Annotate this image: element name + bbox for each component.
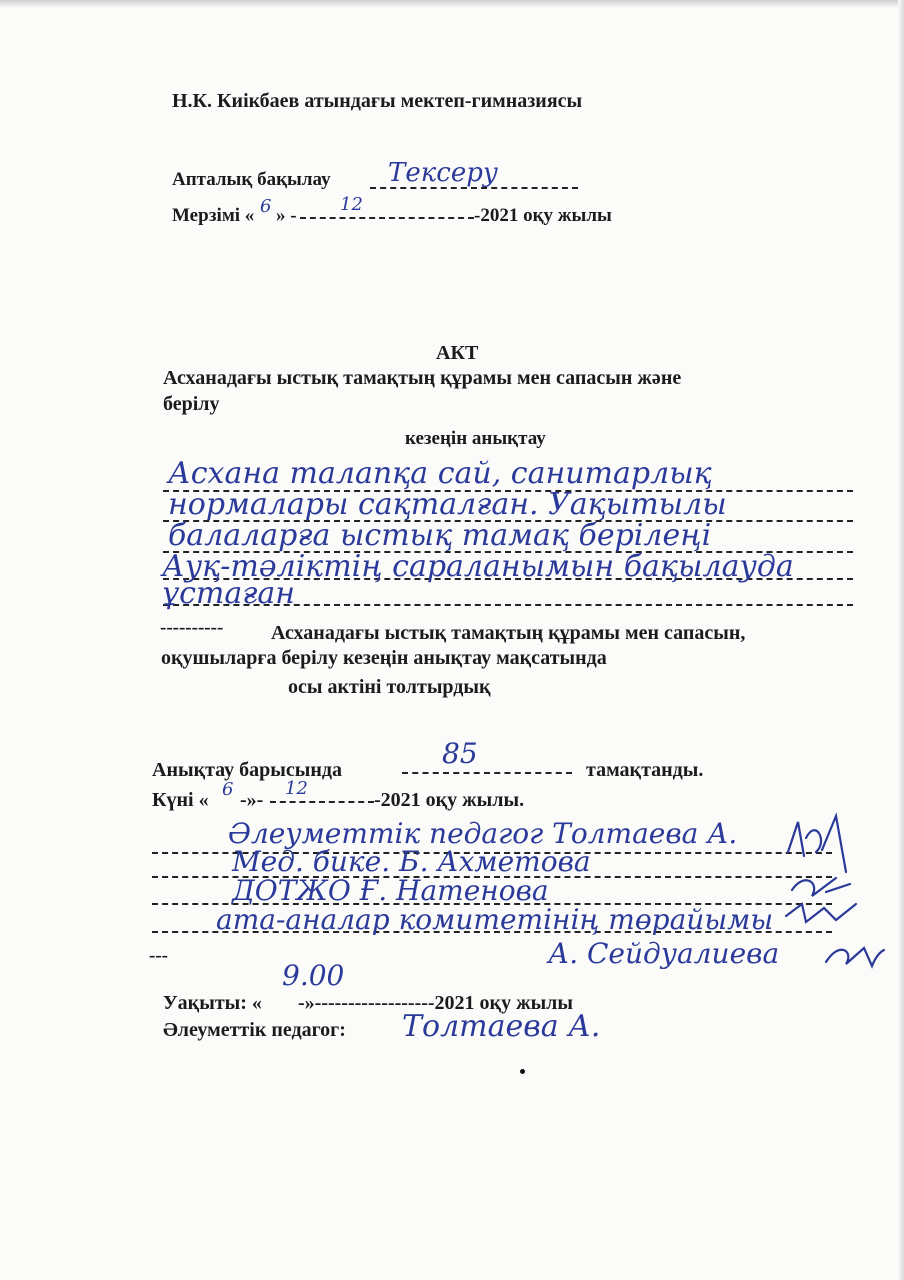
commission-dashes-tail: ---	[149, 945, 168, 966]
handwritten-time: 9.00	[282, 959, 345, 992]
purpose-line-2: оқушыларға берілу кезеңін анықтау мақсатында	[161, 647, 607, 669]
handwritten-finding: Ауқ-тәліктің сараланымын бақылауда	[162, 549, 794, 584]
deadline-label: Мерзімі «	[172, 205, 255, 226]
handwritten-member: ата-аналар комитетінің төрайымы	[216, 903, 774, 936]
act-subtitle-line-1: Асханадағы ыстық тамақтың құрамы мен сапасын және	[163, 367, 682, 389]
act-subtitle-line-3: кезеңін анықтау	[405, 428, 546, 449]
meal-suffix: тамақтанды.	[586, 759, 704, 781]
handwritten-finding: Асхана талапқа сай, санитарлық	[168, 456, 712, 491]
handwritten-day: 6	[260, 196, 272, 217]
handwritten-finding: нормалары сақталған. Уақытылы	[168, 487, 727, 522]
handwritten-day: 6	[222, 779, 234, 800]
signatures	[776, 812, 888, 980]
pedagogue-label: Әлеуметтік педагог:	[163, 1019, 346, 1041]
meal-date-end: -2021 оқу жылы.	[374, 789, 525, 811]
meal-label: Анықтау барысында	[152, 759, 343, 781]
meal-date-label: Күні «	[152, 789, 209, 811]
purpose-line-3: осы актіні толтырдық	[288, 676, 491, 698]
handwritten-member: ДОТЖО Ғ. Натенова	[232, 874, 549, 907]
signature-scribble	[792, 878, 850, 896]
purpose-dashes: ----------	[160, 617, 224, 638]
handwritten-count: 85	[442, 737, 478, 770]
scan-edge	[898, 0, 904, 1280]
ink-dot	[520, 1069, 525, 1074]
handwritten-member: А. Сейдуалиева	[548, 937, 780, 970]
deadline-end: -2021 оқу жылы	[474, 205, 612, 226]
act-subtitle-line-2: берілу	[163, 393, 220, 415]
handwritten-pedagogue: Толтаева А.	[402, 1009, 601, 1044]
meal-date-mid: -»-	[240, 789, 264, 811]
handwritten-month: 12	[340, 194, 363, 215]
signature-scribble	[826, 948, 884, 966]
scan-edge	[0, 0, 904, 8]
fill-line	[402, 772, 572, 774]
handwritten-check: Тексеру	[388, 158, 498, 188]
act-title: АКТ	[436, 342, 479, 364]
deadline-mid: » -	[276, 205, 297, 226]
handwritten-member: Мед. бике. Б. Ахметова	[232, 845, 591, 878]
handwritten-month: 12	[285, 778, 308, 799]
fill-line	[300, 217, 474, 219]
time-label: Уақыты: «	[163, 992, 262, 1014]
fill-line	[270, 801, 374, 803]
weekly-label: Апталық бақылау	[172, 169, 331, 190]
school-name: Н.К. Киікбаев атындағы мектеп-гимназиясы	[172, 90, 583, 112]
signature-scribble	[788, 816, 846, 872]
time-suffix: -»------------------2021 оқу жылы	[298, 992, 574, 1014]
handwritten-finding: ұстаған	[162, 576, 296, 611]
handwritten-finding: балаларға ыстық тамақ берілеңі	[168, 518, 712, 553]
purpose-line-1: Асханадағы ыстық тамақтың құрамы мен сапасын,	[271, 622, 746, 644]
handwritten-member: Әлеуметтік педагог Толтаева А.	[228, 817, 738, 850]
signature-scribble	[786, 904, 856, 922]
